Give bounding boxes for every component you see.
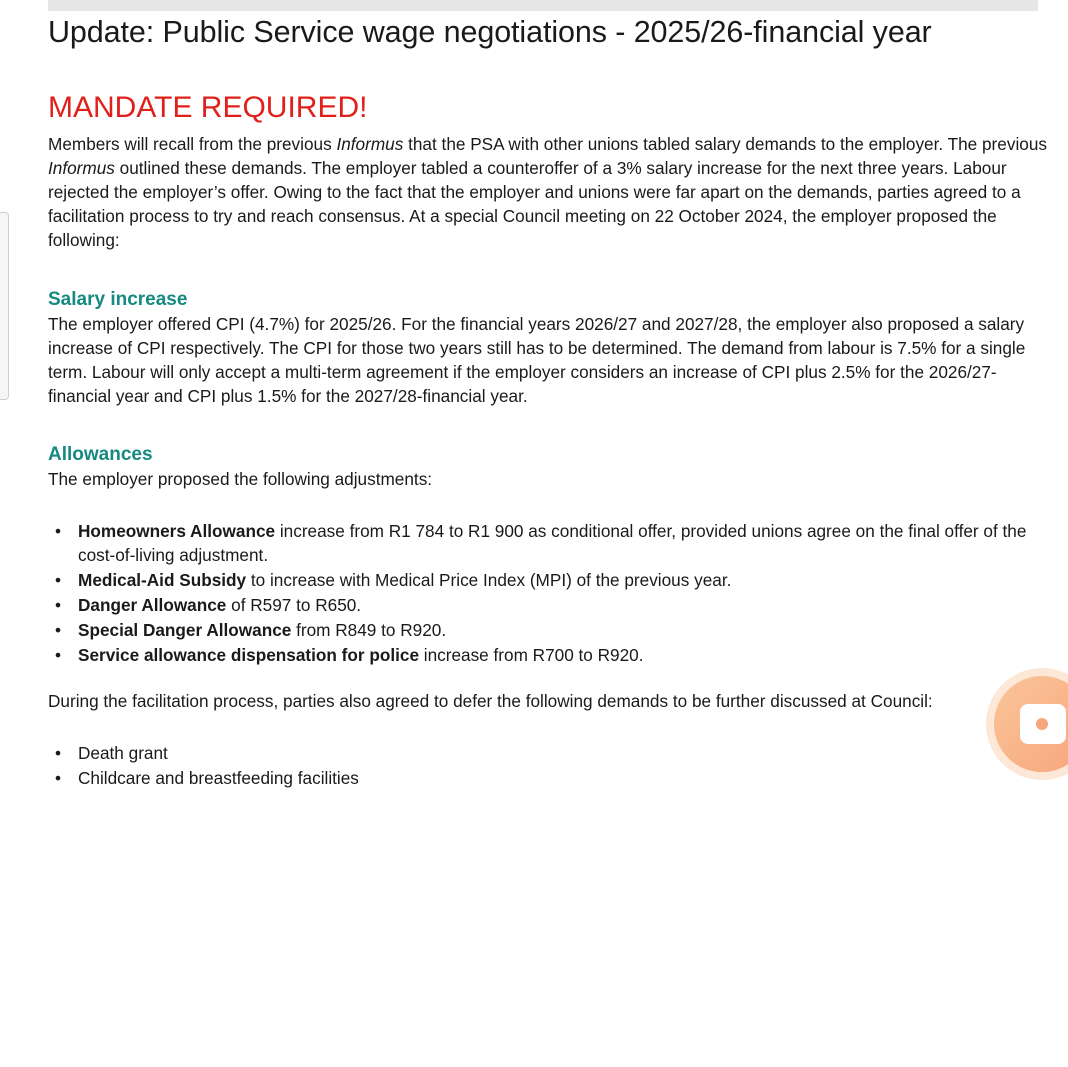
item-text: increase from R700 to R920.	[419, 645, 644, 665]
defer-paragraph: During the facilitation process, parties also agreed to defer the following demands to be further discussed at Council:	[48, 691, 933, 711]
intro-text-1: Members will recall from the previous	[48, 134, 337, 154]
bullet: •	[55, 521, 62, 541]
item-label: Danger Allowance	[78, 595, 227, 615]
left-scroll-handle[interactable]	[0, 212, 9, 400]
list-item	[48, 741, 1048, 765]
top-bar	[48, 0, 1038, 11]
informus-ref-1: Informus	[336, 134, 404, 154]
salary-paragraph: The employer offered CPI (4.7%) for 2025/26. For the financial years 2026/27 and 2027/28, the employer also proposed a salary increase of CPI respectively. The CPI for those two years still has to be determined. The demand from labour is 7.5% for a single term. Labour will only accept a multi-term agreement if the employer considers an increase of CPI plus 2.5% for the 2026/27-financial year and CPI plus 1.5% for the 2027/28-financial year.	[48, 314, 1026, 406]
informus-ref-2: Informus	[48, 158, 115, 178]
salary-heading: Salary increase	[48, 289, 188, 310]
intro-text-2: that the PSA with other unions tabled salary demands to the employer. The previous	[403, 134, 1047, 154]
item-label: Homeowners Allowance	[78, 521, 276, 541]
item-label: Service allowance dispensation for police	[78, 645, 419, 665]
intro-paragraph	[48, 132, 1048, 252]
article	[48, 12, 1048, 791]
defer-list	[48, 741, 1048, 790]
item-text: to increase with Medical Price Index (MPI) of the previous year.	[246, 570, 732, 590]
item-text: Childcare and breastfeeding facilities	[78, 768, 359, 788]
item-text: increase from R1 784 to R1 900 as conditional offer, provided unions agree on the final offer of the cost-of-living adjustment.	[78, 521, 1027, 565]
allowances-list	[48, 519, 1048, 667]
allowances-intro: The employer proposed the following adjustments:	[48, 469, 433, 489]
item-label: Special Danger Allowance	[78, 620, 292, 640]
list-item	[48, 618, 1048, 642]
allowances-heading: Allowances	[48, 444, 153, 465]
bullet: •	[55, 768, 62, 788]
list-item	[48, 643, 1048, 667]
intro-text-3: outlined these demands. The employer tabled a counteroffer of a 3% salary increase for the next three years. Labour rejected the employer’s offer. Owing to the fact that the employer and unions were far apart on the demands, parties agreed to a facilitation process to try and reach consensus. At a special Council meeting on 22 October 2024, the employer proposed the following:	[48, 158, 1021, 250]
bullet: •	[55, 570, 62, 590]
page-title: Update: Public Service wage negotiations - 2025/26-financial year	[48, 15, 932, 49]
item-text: Death grant	[78, 743, 168, 763]
camera-icon[interactable]	[1020, 704, 1066, 744]
list-item	[48, 519, 1048, 567]
list-item	[48, 766, 1048, 790]
item-label: Medical-Aid Subsidy	[78, 570, 247, 590]
bullet: •	[55, 645, 62, 665]
bullet: •	[55, 743, 62, 763]
list-item	[48, 593, 1048, 617]
item-text: of R597 to R650.	[226, 595, 362, 615]
item-text: from R849 to R920.	[291, 620, 447, 640]
list-item	[48, 568, 1048, 592]
bullet: •	[55, 620, 62, 640]
mandate-heading: MANDATE REQUIRED!	[48, 91, 368, 124]
floating-button-circle[interactable]	[994, 676, 1068, 772]
bullet: •	[55, 595, 62, 615]
